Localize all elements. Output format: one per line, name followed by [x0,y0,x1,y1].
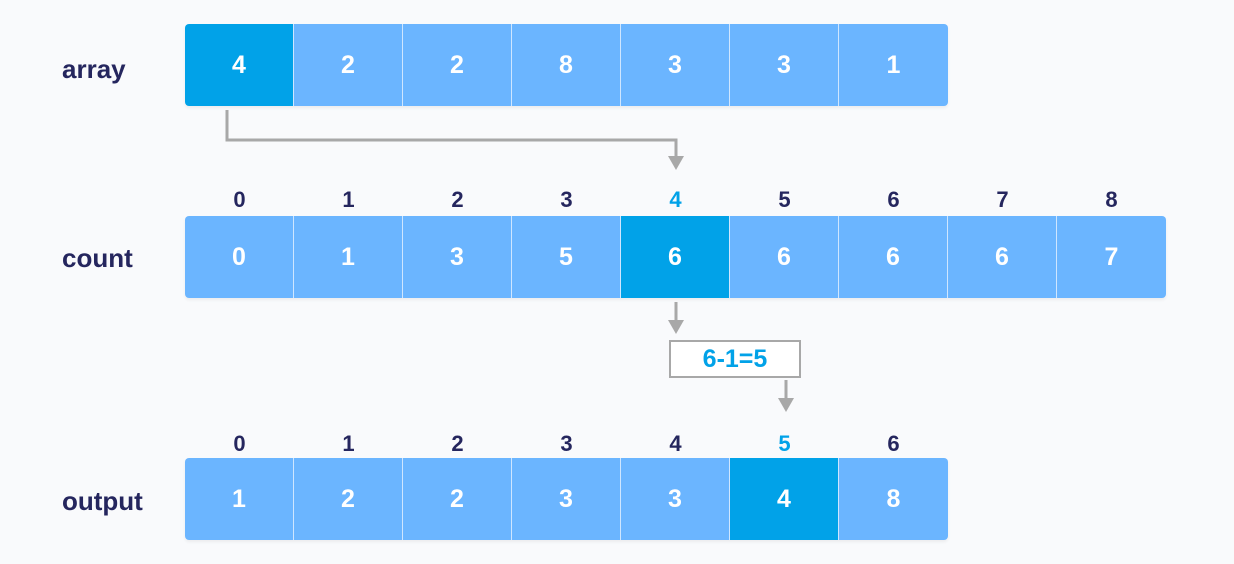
count-index-3: 3 [560,187,573,212]
output-cell-4: 3 [621,458,730,540]
array-cell-1: 2 [294,24,403,106]
count-cell-6: 6 [839,216,948,298]
array-cell-0: 4 [185,24,294,106]
output-index-2: 2 [451,431,464,456]
count-label: count [62,243,133,273]
count-cell-3: 5 [512,216,621,298]
arrow-head-to-calc [668,320,684,334]
array-cell-4: 3 [621,24,730,106]
array-label: array [62,54,126,84]
count-index-row [185,187,1166,213]
input-array [185,24,948,106]
output-cell-1: 2 [294,458,403,540]
output-index-row [185,431,948,457]
output-index-5: 5 [778,431,791,456]
count-index-0: 0 [233,187,246,212]
output-cell-0: 1 [185,458,294,540]
output-array [185,458,948,540]
count-cell-1: 1 [294,216,403,298]
array-cell-2: 2 [403,24,512,106]
array-to-count-connector [227,110,676,158]
arrow-head-to-count [668,156,684,170]
count-index-2: 2 [451,187,464,212]
calculation-box: 6-1=5 [669,340,801,378]
count-index-6: 6 [887,187,900,212]
output-index-4: 4 [669,431,682,456]
count-index-7: 7 [996,187,1009,212]
output-label: output [62,486,143,516]
count-index-8: 8 [1105,187,1118,212]
output-cell-3: 3 [512,458,621,540]
output-cell-5: 4 [730,458,839,540]
count-index-5: 5 [778,187,791,212]
output-index-1: 1 [342,431,355,456]
count-cell-5: 6 [730,216,839,298]
array-cell-5: 3 [730,24,839,106]
arrow-head-to-output [778,398,794,412]
count-cell-2: 3 [403,216,512,298]
count-cell-4: 6 [621,216,730,298]
output-cell-2: 2 [403,458,512,540]
count-array [185,216,1166,298]
count-index-1: 1 [342,187,355,212]
output-index-6: 6 [887,431,900,456]
output-index-0: 0 [233,431,246,456]
count-cell-8: 7 [1057,216,1166,298]
output-cell-6: 8 [839,458,948,540]
count-cell-0: 0 [185,216,294,298]
output-index-3: 3 [560,431,573,456]
count-cell-7: 6 [948,216,1057,298]
array-cell-3: 8 [512,24,621,106]
array-cell-6: 1 [839,24,948,106]
count-index-4: 4 [669,187,682,212]
